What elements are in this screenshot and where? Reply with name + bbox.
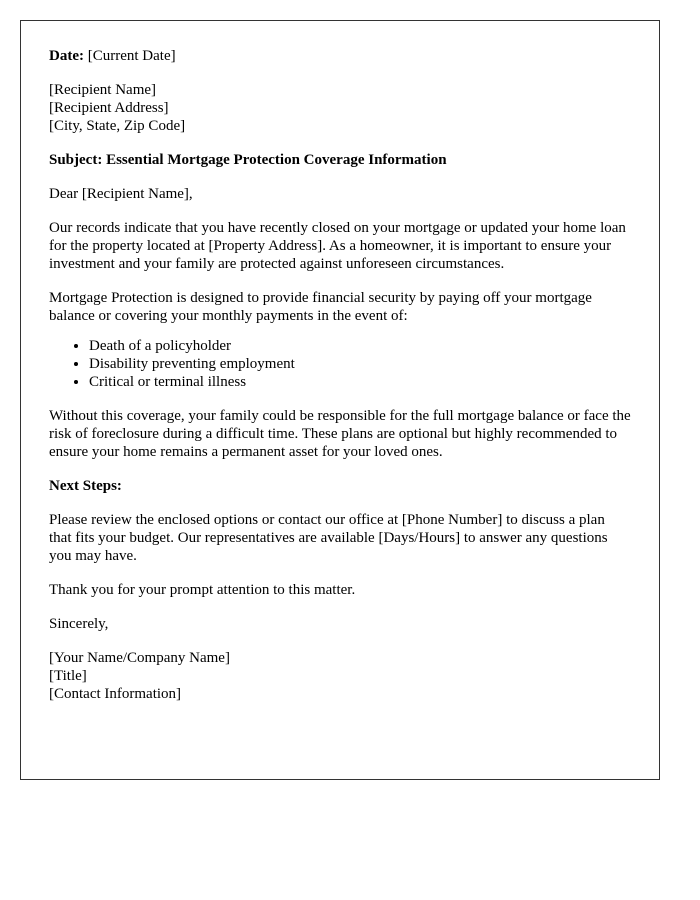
paragraph-intro: Our records indicate that you have recently closed on your mortgage or updated your home loan for the property located at [Property Address]. As a homeowner, it is important to ensure your investment and your family are protected against unforeseen circumstances. <box>49 220 626 272</box>
list-item: • Death of a policyholder <box>89 337 631 355</box>
paragraph-next-steps: Please review the enclosed options or contact our office at [Phone Number] to discuss a plan that fits your budget. Our representatives are available [Days/Hours] to answer any questions you may have. <box>49 512 608 564</box>
salutation: Dear [Recipient Name], <box>49 186 193 202</box>
next-steps-heading: Next Steps: <box>49 478 122 494</box>
signature-contact: [Contact Information] <box>49 686 182 702</box>
date-line <box>49 47 631 65</box>
letter-page <box>20 20 660 780</box>
subject-line: Subject: Essential Mortgage Protection Coverage Information <box>49 152 447 168</box>
closing: Sincerely, <box>49 616 109 632</box>
recipient-block <box>49 81 631 135</box>
date-value: [Current Date] <box>87 48 176 64</box>
recipient-name: [Recipient Name] <box>49 82 157 98</box>
signature-name: [Your Name/Company Name] <box>49 650 230 666</box>
paragraph-risk: Without this coverage, your family could be responsible for the full mortgage balance or face the risk of foreclosure during a difficult time. These plans are optional but highly recommended to ensure your home remains a permanent asset for your loved ones. <box>49 408 631 460</box>
thanks-line: Thank you for your prompt attention to this matter. <box>49 582 356 598</box>
signature-title: [Title] <box>49 668 87 684</box>
recipient-address: [Recipient Address] <box>49 100 169 116</box>
list-item: • Disability preventing employment <box>89 355 631 373</box>
list-item: • Critical or terminal illness <box>89 373 631 391</box>
paragraph-coverage: Mortgage Protection is designed to provide financial security by paying off your mortgage balance or covering your monthly payments in the event of: <box>49 290 592 324</box>
date-label: Date: <box>49 48 84 64</box>
coverage-list <box>49 337 631 391</box>
signature-block <box>49 649 631 703</box>
recipient-city-state-zip: [City, State, Zip Code] <box>49 118 186 134</box>
